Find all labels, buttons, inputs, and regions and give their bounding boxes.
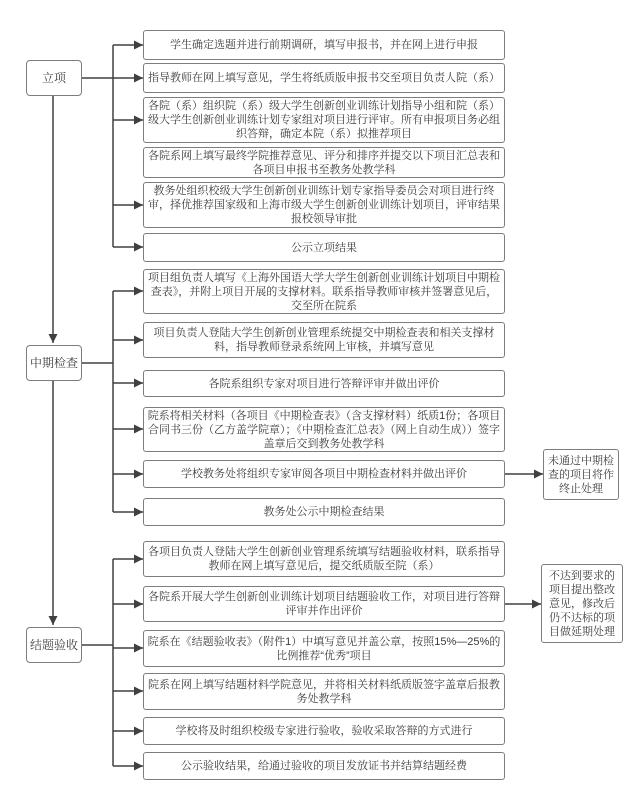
step-box: 各院系网上填写最终学院推荐意见、评分和排序并提交以下项目汇总表和各项目申报书至教务处教学科 bbox=[143, 147, 505, 178]
step-box: 各院（系）组织院（系）级大学生创新创业训练计划指导小组和院（系）级大学生创新创业训练计划专家组对项目进行评审。所有申报项目务必组织答辩，确定本院（系）拟推荐项目 bbox=[143, 97, 505, 143]
step-box: 项目组负责人填写《上海外国语大学大学生创新创业训练计划项目中期检查表》，并附上项目开展的支撑材料。联系指导教师审核并签署意见后，交至所在院系 bbox=[143, 269, 505, 314]
step-box: 学生确定选题并进行前期调研，填写申报书，并在网上进行申报 bbox=[143, 30, 505, 60]
step-box: 公示验收结果，给通过验收的项目发放证书并结算结题经费 bbox=[143, 752, 505, 780]
step-box: 院系在《结题验收表》（附件1）中填写意见并盖公章，按照15%—25%的比例推荐“优秀”项目 bbox=[143, 630, 505, 667]
step-box: 院系在网上填写结题材料学院意见，并将相关材料纸质版签字盖章后报教务处教学科 bbox=[143, 673, 505, 710]
stage-midterm-check: 中期检查 bbox=[26, 345, 82, 381]
step-box: 学校教务处将组织专家审阅各项目中期检查材料并做出评价 bbox=[143, 460, 505, 488]
step-box: 公示立项结果 bbox=[143, 233, 505, 262]
stage-final-acceptance: 结题验收 bbox=[26, 627, 82, 663]
note-rectification: 不达到要求的项目提出整改意见，修改后仍不达标的项目做延期处理 bbox=[541, 564, 623, 643]
step-box: 教务处组织校级大学生创新创业训练计划专家指导委员会对项目进行终审，择优推荐国家级和上海市级大学生创新创业训练计划项目，评审结果报校领导审批 bbox=[143, 182, 505, 228]
step-box: 教务处公示中期检查结果 bbox=[143, 498, 505, 526]
note-termination: 未通过中期检查的项目将作终止处理 bbox=[543, 449, 619, 500]
stage-establishment: 立项 bbox=[26, 60, 82, 96]
step-box: 各院系组织专家对项目进行答辩评审并做出评价 bbox=[143, 370, 505, 397]
step-box: 院系将相关材料（各项目《中期检查表》（含支撑材料）纸质1份；各项目合同书三份（乙方盖学院章）；《中期检查汇总表》（网上自动生成））签字盖章后交到教务处教学科 bbox=[143, 407, 505, 452]
step-box: 指导教师在网上填写意见，学生将纸质版申报书交至项目负责人院（系） bbox=[143, 63, 505, 93]
step-box: 学校将及时组织校级专家进行验收，验收采取答辩的方式进行 bbox=[143, 717, 505, 745]
step-box: 各项目负责人登陆大学生创新创业管理系统填写结题验收材料，联系指导教师在网上填写意见后，提交纸质版至院（系） bbox=[143, 541, 505, 577]
step-box: 项目负责人登陆大学生创新创业管理系统提交中期检查表和相关支撑材料，指导教师登录系统网上审核，并填写意见 bbox=[143, 322, 505, 358]
step-box: 各院系开展大学生创新创业训练计划项目结题验收工作，对项目进行答辩评审并作出评价 bbox=[143, 586, 505, 622]
